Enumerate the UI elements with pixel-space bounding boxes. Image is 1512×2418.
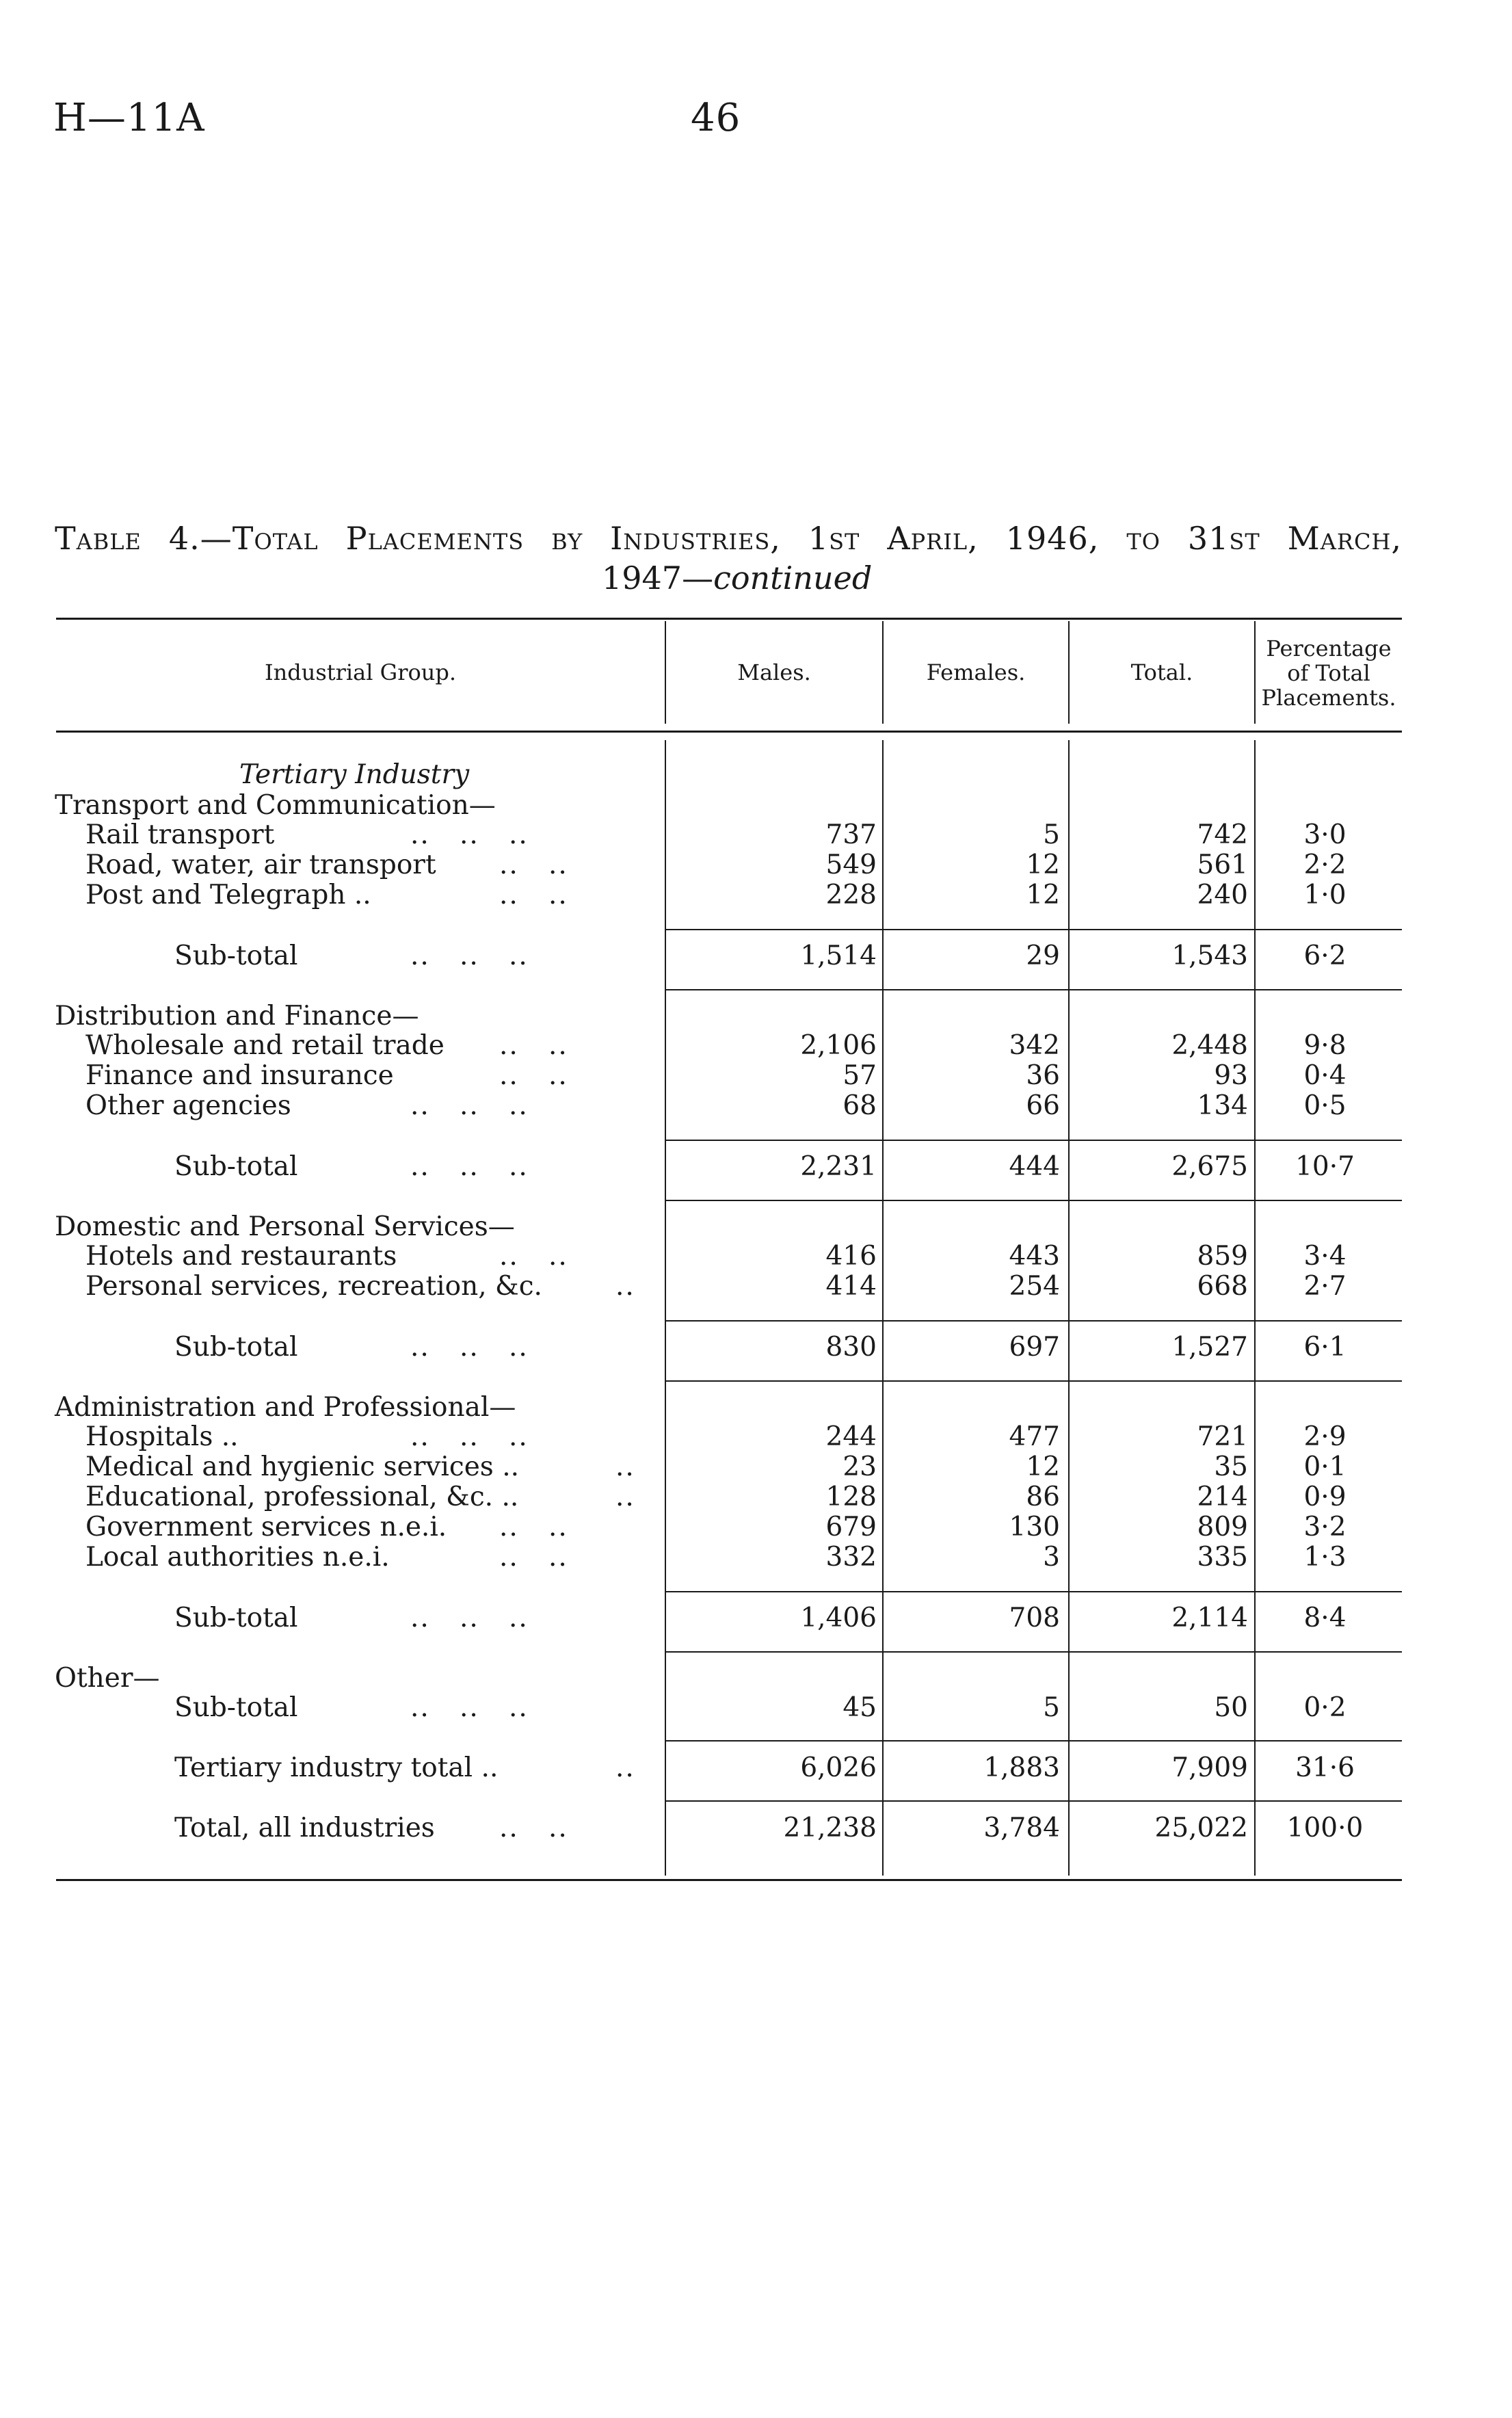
cell-females: 86: [1026, 1482, 1060, 1512]
rule-below-sub-admin: [665, 1651, 1402, 1653]
col-header-females: Females.: [926, 659, 1026, 685]
table-row: [55, 850, 1398, 880]
row-leader-dots: ..: [615, 1482, 635, 1512]
section-heading-tertiary: Tertiary Industry: [239, 759, 470, 790]
rule-above-sub-distribution: [665, 1140, 1402, 1141]
table-top-rule: [56, 618, 1402, 620]
col-header-males: Males.: [737, 659, 811, 685]
page-number: 46: [691, 96, 741, 140]
table-row: [55, 1091, 1398, 1121]
cell-percentage: 6·1: [1303, 1332, 1347, 1363]
row-label: Road, water, air transport: [85, 850, 436, 880]
cell-males: 737: [825, 819, 877, 850]
cell-percentage: 0·1: [1303, 1451, 1347, 1482]
row-leader-dots: ..: [615, 1752, 635, 1783]
cell-males: 679: [825, 1512, 877, 1542]
row-label: Sub-total: [174, 1603, 298, 1633]
cell-males: 416: [825, 1241, 877, 1272]
table-row: [55, 1031, 1398, 1061]
cell-females: 477: [1009, 1421, 1060, 1452]
table-row: [55, 1542, 1398, 1573]
cell-females: 12: [1026, 880, 1060, 910]
cell-total: 809: [1197, 1512, 1248, 1542]
cell-percentage: 9·8: [1303, 1030, 1347, 1061]
subtotal-row: [55, 1603, 1398, 1633]
rule-above-sub-transport: [665, 929, 1402, 930]
cell-males: 45: [843, 1692, 877, 1723]
cell-females: 12: [1026, 1451, 1060, 1482]
row-leader-dots: .. .. ..: [410, 1603, 529, 1633]
row-leader-dots: .. .. ..: [410, 1692, 529, 1723]
cell-total: 93: [1214, 1060, 1248, 1091]
cell-males: 2,231: [800, 1151, 877, 1182]
rule-above-sub-domestic: [665, 1320, 1402, 1322]
col-header-percentage: [1256, 636, 1402, 710]
col-header-pct-line2: of Total: [1287, 660, 1370, 686]
cell-females: 36: [1026, 1060, 1060, 1091]
table-title-year: 1947—: [602, 560, 714, 596]
cell-males: 414: [825, 1271, 877, 1302]
table-row: [55, 820, 1398, 850]
cell-females: 443: [1009, 1241, 1060, 1272]
header-bottom-rule: [56, 731, 1402, 733]
row-label: Medical and hygienic services ..: [85, 1451, 520, 1482]
cell-males: 1,406: [800, 1603, 877, 1633]
cell-percentage: 1·3: [1303, 1542, 1347, 1573]
cell-percentage: 2·9: [1303, 1421, 1347, 1452]
cell-percentage: 0·2: [1303, 1692, 1347, 1723]
cell-percentage: 3·2: [1303, 1512, 1347, 1542]
cell-total: 7,909: [1171, 1752, 1248, 1783]
tertiary-total-row: [55, 1753, 1398, 1783]
row-leader-dots: .. ..: [499, 850, 568, 880]
cell-females: 254: [1009, 1271, 1060, 1302]
table-row: [55, 880, 1398, 910]
cell-total: 240: [1197, 880, 1248, 910]
cell-males: 244: [825, 1421, 877, 1452]
cell-percentage: 3·4: [1303, 1241, 1347, 1272]
cell-percentage: 0·4: [1303, 1060, 1347, 1091]
row-label: Hospitals ..: [85, 1421, 239, 1452]
cell-males: 332: [825, 1542, 877, 1573]
row-leader-dots: .. ..: [499, 880, 568, 910]
group-title-other: Other—: [55, 1663, 160, 1694]
grand-total-row: [55, 1813, 1398, 1843]
table-title-line1: Table 4.—Total Placements by Industries, 1st April, 1946, to 31st March,: [55, 520, 1402, 557]
table-row: [55, 1452, 1398, 1482]
cell-percentage: 3·0: [1303, 819, 1347, 850]
cell-total: 1,527: [1171, 1332, 1248, 1363]
cell-females: 3,784: [983, 1813, 1060, 1843]
group-title-domestic: Domestic and Personal Services—: [55, 1211, 515, 1242]
cell-percentage: 1·0: [1303, 880, 1347, 910]
cell-total: 668: [1197, 1271, 1248, 1302]
row-leader-dots: .. ..: [499, 1241, 568, 1272]
rule-below-sub-domestic: [665, 1380, 1402, 1382]
cell-total: 1,543: [1171, 941, 1248, 971]
cell-percentage: 6·2: [1303, 941, 1347, 971]
cell-males: 2,106: [800, 1030, 877, 1061]
cell-males: 228: [825, 880, 877, 910]
cell-percentage: 10·7: [1295, 1151, 1355, 1182]
rule-above-sub-admin: [665, 1591, 1402, 1592]
table-row: [55, 1272, 1398, 1302]
cell-percentage: 100·0: [1286, 1813, 1364, 1843]
row-leader-dots: ..: [615, 1271, 635, 1302]
row-label: Tertiary industry total ..: [174, 1752, 499, 1783]
cell-females: 444: [1009, 1151, 1060, 1182]
cell-total: 2,448: [1171, 1030, 1248, 1061]
subtotal-row: [55, 1693, 1398, 1723]
cell-total: 25,022: [1154, 1813, 1248, 1843]
cell-total: 2,675: [1171, 1151, 1248, 1182]
cell-percentage: 31·6: [1295, 1752, 1355, 1783]
subtotal-row: [55, 1152, 1398, 1182]
row-label: Hotels and restaurants: [85, 1241, 397, 1272]
rule-above-tertiary-total: [665, 1740, 1402, 1742]
row-label: Government services n.e.i.: [85, 1512, 447, 1542]
rule-above-all-total: [665, 1800, 1402, 1802]
table-row: [55, 1482, 1398, 1512]
cell-total: 50: [1214, 1692, 1248, 1723]
group-title-transport: Transport and Communication—: [55, 790, 496, 821]
cell-females: 5: [1043, 819, 1060, 850]
subtotal-row: [55, 941, 1398, 971]
cell-females: 5: [1043, 1692, 1060, 1723]
row-leader-dots: .. ..: [499, 1512, 568, 1542]
table-row: [55, 1512, 1398, 1542]
row-label: Personal services, recreation, &c.: [85, 1271, 542, 1302]
row-leader-dots: .. ..: [499, 1813, 568, 1843]
cell-total: 214: [1197, 1482, 1248, 1512]
cell-females: 342: [1009, 1030, 1060, 1061]
rule-below-sub-distribution: [665, 1200, 1402, 1201]
row-leader-dots: ..: [615, 1451, 635, 1482]
cell-females: 130: [1009, 1512, 1060, 1542]
row-label: Rail transport: [85, 819, 275, 850]
row-leader-dots: .. ..: [499, 1542, 568, 1573]
cell-males: 549: [825, 850, 877, 880]
cell-males: 1,514: [800, 941, 877, 971]
cell-males: 21,238: [783, 1813, 877, 1843]
cell-total: 721: [1197, 1421, 1248, 1452]
table-row: [55, 1241, 1398, 1272]
cell-males: 830: [825, 1332, 877, 1363]
col-header-pct-line1: Percentage: [1266, 635, 1392, 661]
table-row: [55, 1061, 1398, 1091]
subtotal-row: [55, 1332, 1398, 1363]
row-label: Sub-total: [174, 1332, 298, 1363]
col-header-group: Industrial Group.: [264, 659, 457, 685]
row-label: Educational, professional, &c. ..: [85, 1482, 519, 1512]
row-label: Finance and insurance: [85, 1060, 394, 1091]
cell-females: 29: [1026, 941, 1060, 971]
group-title-administration: Administration and Professional—: [55, 1392, 516, 1423]
cell-total: 35: [1214, 1451, 1248, 1482]
cell-females: 12: [1026, 850, 1060, 880]
row-label: Sub-total: [174, 1692, 298, 1723]
cell-percentage: 2·7: [1303, 1271, 1347, 1302]
group-title-distribution: Distribution and Finance—: [55, 1001, 419, 1031]
cell-males: 57: [843, 1060, 877, 1091]
table-title-line2: [602, 560, 872, 596]
cell-females: 1,883: [983, 1752, 1060, 1783]
col-header-total: Total.: [1130, 659, 1193, 685]
cell-total: 561: [1197, 850, 1248, 880]
row-leader-dots: .. .. ..: [410, 1332, 529, 1363]
cell-females: 697: [1009, 1332, 1060, 1363]
cell-total: 2,114: [1171, 1603, 1248, 1633]
cell-males: 128: [825, 1482, 877, 1512]
cell-males: 6,026: [800, 1752, 877, 1783]
cell-males: 68: [843, 1090, 877, 1121]
row-leader-dots: .. .. ..: [410, 1421, 529, 1452]
row-label: Other agencies: [85, 1090, 291, 1121]
table-row: [55, 1422, 1398, 1452]
table-bottom-rule: [56, 1879, 1402, 1881]
table-title-continued: continued: [713, 560, 873, 596]
cell-total: 742: [1197, 819, 1248, 850]
cell-females: 708: [1009, 1603, 1060, 1633]
row-leader-dots: .. .. ..: [410, 1090, 529, 1121]
cell-females: 66: [1026, 1090, 1060, 1121]
row-leader-dots: .. .. ..: [410, 1151, 529, 1182]
row-leader-dots: .. .. ..: [410, 819, 529, 850]
row-leader-dots: .. ..: [499, 1060, 568, 1091]
row-leader-dots: .. ..: [499, 1030, 568, 1061]
cell-percentage: 0·9: [1303, 1482, 1347, 1512]
row-label: Sub-total: [174, 1151, 298, 1182]
row-leader-dots: .. .. ..: [410, 941, 529, 971]
cell-percentage: 2·2: [1303, 850, 1347, 880]
row-label: Total, all industries: [174, 1813, 435, 1843]
row-label: Sub-total: [174, 941, 298, 971]
cell-percentage: 8·4: [1303, 1603, 1347, 1633]
cell-total: 335: [1197, 1542, 1248, 1573]
cell-percentage: 0·5: [1303, 1090, 1347, 1121]
row-label: Post and Telegraph ..: [85, 880, 371, 910]
row-label: Local authorities n.e.i.: [85, 1542, 390, 1573]
cell-total: 134: [1197, 1090, 1248, 1121]
cell-females: 3: [1043, 1542, 1060, 1573]
cell-males: 23: [843, 1451, 877, 1482]
rule-below-sub-transport: [665, 989, 1402, 990]
cell-total: 859: [1197, 1241, 1248, 1272]
page-reference: H—11A: [53, 96, 205, 140]
col-header-pct-line3: Placements.: [1261, 685, 1396, 711]
row-label: Wholesale and retail trade: [85, 1030, 445, 1061]
